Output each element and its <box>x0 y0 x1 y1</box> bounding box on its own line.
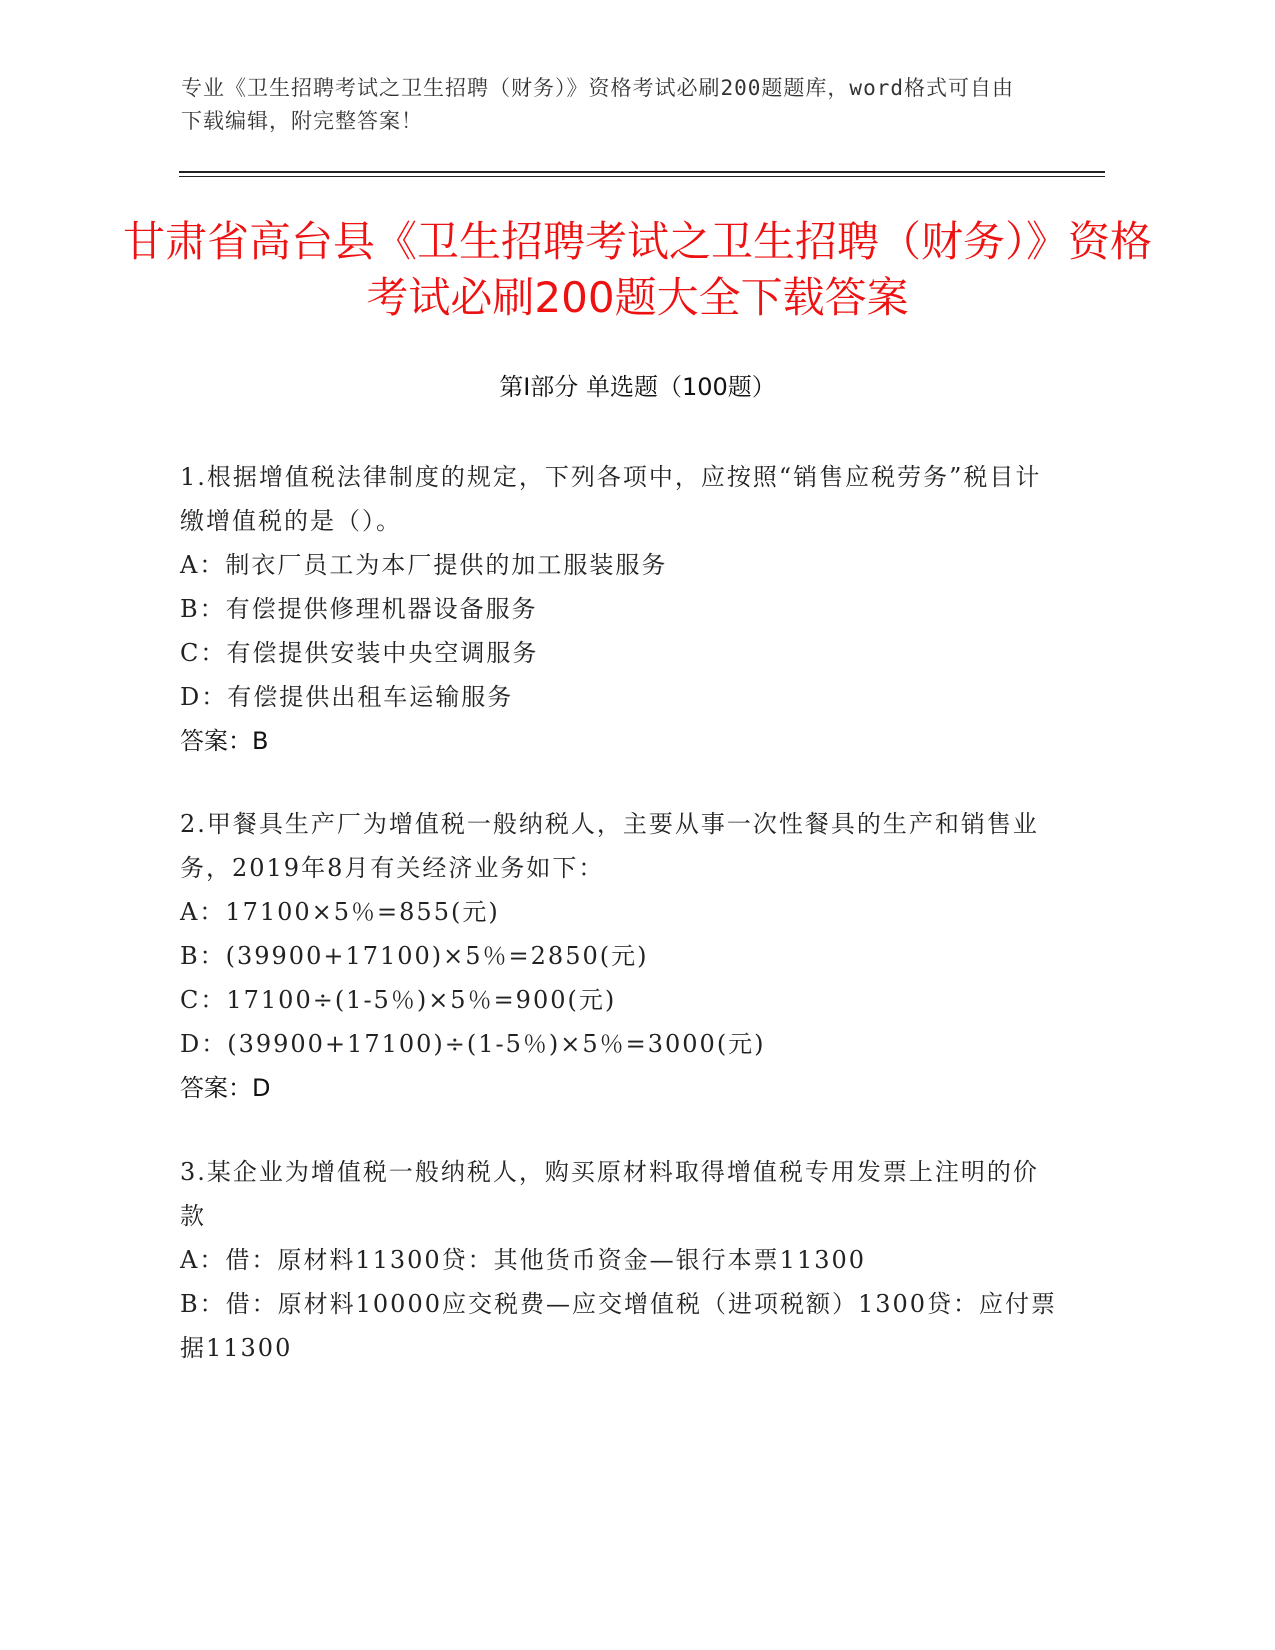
header-note: 专业《卫生招聘考试之卫生招聘（财务）》资格考试必刷200题题库，word格式可自由下载编辑，附完整答案！ <box>181 76 1014 133</box>
option-a: A：17100×5％=855(元) <box>180 898 500 926</box>
option-b: B：借：原材料10000应交税费—应交增值税（进项税额）1300贷：应付票据11300 <box>180 1290 1058 1362</box>
question-stem: 2.甲餐具生产厂为增值税一般纳税人，主要从事一次性餐具的生产和销售业务，2019年8月有关经济业务如下： <box>180 810 1039 882</box>
section-heading: 第Ⅰ部分 单选题（100题） <box>499 373 776 401</box>
question-2 <box>180 802 1060 1110</box>
question-stem: 3.某企业为增值税一般纳税人，购买原材料取得增值税专用发票上注明的价款 <box>180 1158 1039 1230</box>
document-title: 甘肃省高台县《卫生招聘考试之卫生招聘（财务）》资格考试必刷200题大全下载答案 <box>122 217 1152 322</box>
option-c: C：有偿提供安装中央空调服务 <box>180 639 539 667</box>
question-3 <box>180 1150 1060 1370</box>
option-d: D：有偿提供出租车运输服务 <box>180 683 514 711</box>
answer-line: 答案：D <box>180 1074 271 1102</box>
option-c: C：17100÷(1-5％)×5％=900(元) <box>180 986 617 1014</box>
option-a: A：制衣厂员工为本厂提供的加工服装服务 <box>180 551 668 579</box>
question-stem: 1.根据增值税法律制度的规定，下列各项中，应按照“销售应税劳务”税目计缴增值税的是（）。 <box>180 463 1042 535</box>
question-1 <box>180 455 1060 763</box>
option-a: A：借：原材料11300贷：其他货币资金—银行本票11300 <box>180 1246 867 1274</box>
answer-line: 答案：B <box>180 727 269 755</box>
option-b: B：有偿提供修理机器设备服务 <box>180 595 538 623</box>
option-b: B：(39900+17100)×5％=2850(元) <box>180 942 649 970</box>
header-divider-thin <box>179 176 1105 177</box>
header-divider-thick <box>179 171 1105 173</box>
option-d: D：(39900+17100)÷(1-5％)×5％=3000(元) <box>180 1030 766 1058</box>
